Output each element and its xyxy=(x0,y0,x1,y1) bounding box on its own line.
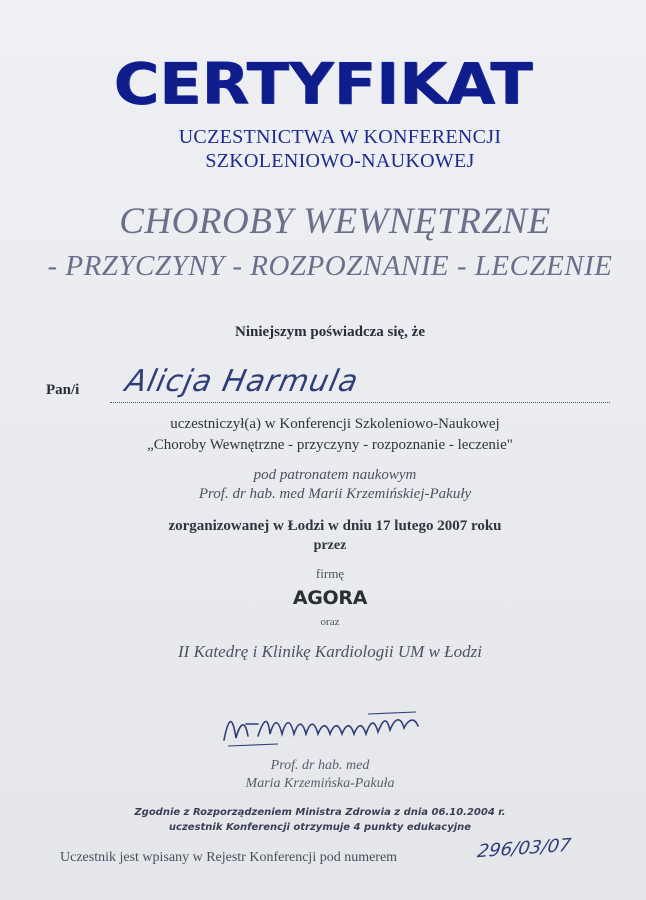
by-label: przez xyxy=(313,538,347,553)
subtitle-line-1: UCZESTNICTWA W KONFERENCJI xyxy=(178,126,502,148)
conference-theme-line-1: CHOROBY WEWNĘTRZNE xyxy=(119,201,551,242)
pan-label: Pan/i xyxy=(46,382,80,398)
participant-name: Alicja Harmula xyxy=(122,364,362,399)
company-label: firmę xyxy=(315,566,345,581)
organized-line: zorganizowanej w Łodzi w dniu 17 lutego 2007 roku xyxy=(168,518,502,534)
department-line: II Katedrę i Klinikę Kardiologii UM w Łodzi xyxy=(178,642,482,661)
signer-name: Maria Krzemińska-Pakuła xyxy=(245,776,395,791)
patronage-line-2: Prof. dr hab. med Marii Krzemińskiej-Pakuły xyxy=(198,486,472,502)
register-number: 296/03/07 xyxy=(475,834,573,863)
subtitle-line-2: SZKOLENIOWO-NAUKOWEJ xyxy=(205,150,475,172)
patronage-line-1: pod patronatem naukowym xyxy=(253,467,417,483)
regulation-line-1: Zgodnie z Rozporządzeniem Ministra Zdrowia z dnia 06.10.2004 r. xyxy=(134,807,506,818)
intro-text: Niniejszym poświadcza się, że xyxy=(235,324,425,340)
agora-logo-text: AGORA xyxy=(292,587,368,609)
register-text: Uczestnik jest wpisany w Rejestr Konferencji pod numerem xyxy=(60,850,398,865)
and-label: oraz xyxy=(320,616,340,628)
agora-logo xyxy=(260,587,400,609)
participation-line: uczestniczył(a) w Konferencji Szkoleniowo-Naukowej xyxy=(170,416,500,432)
conference-theme-line-2: - PRZYCZYNY - ROZPOZNANIE - LECZENIE xyxy=(47,250,613,282)
name-dotted-line xyxy=(110,402,610,403)
conference-title: „Choroby Wewnętrzne - przyczyny - rozpoznanie - leczenie" xyxy=(147,437,513,453)
signer-title: Prof. dr hab. med xyxy=(270,758,370,773)
signature-image xyxy=(218,700,438,756)
regulation-line-2: uczestnik Konferencji otrzymuje 4 punkty edukacyjne xyxy=(168,822,472,833)
certificate-title: CERTYFIKAT xyxy=(113,49,533,118)
